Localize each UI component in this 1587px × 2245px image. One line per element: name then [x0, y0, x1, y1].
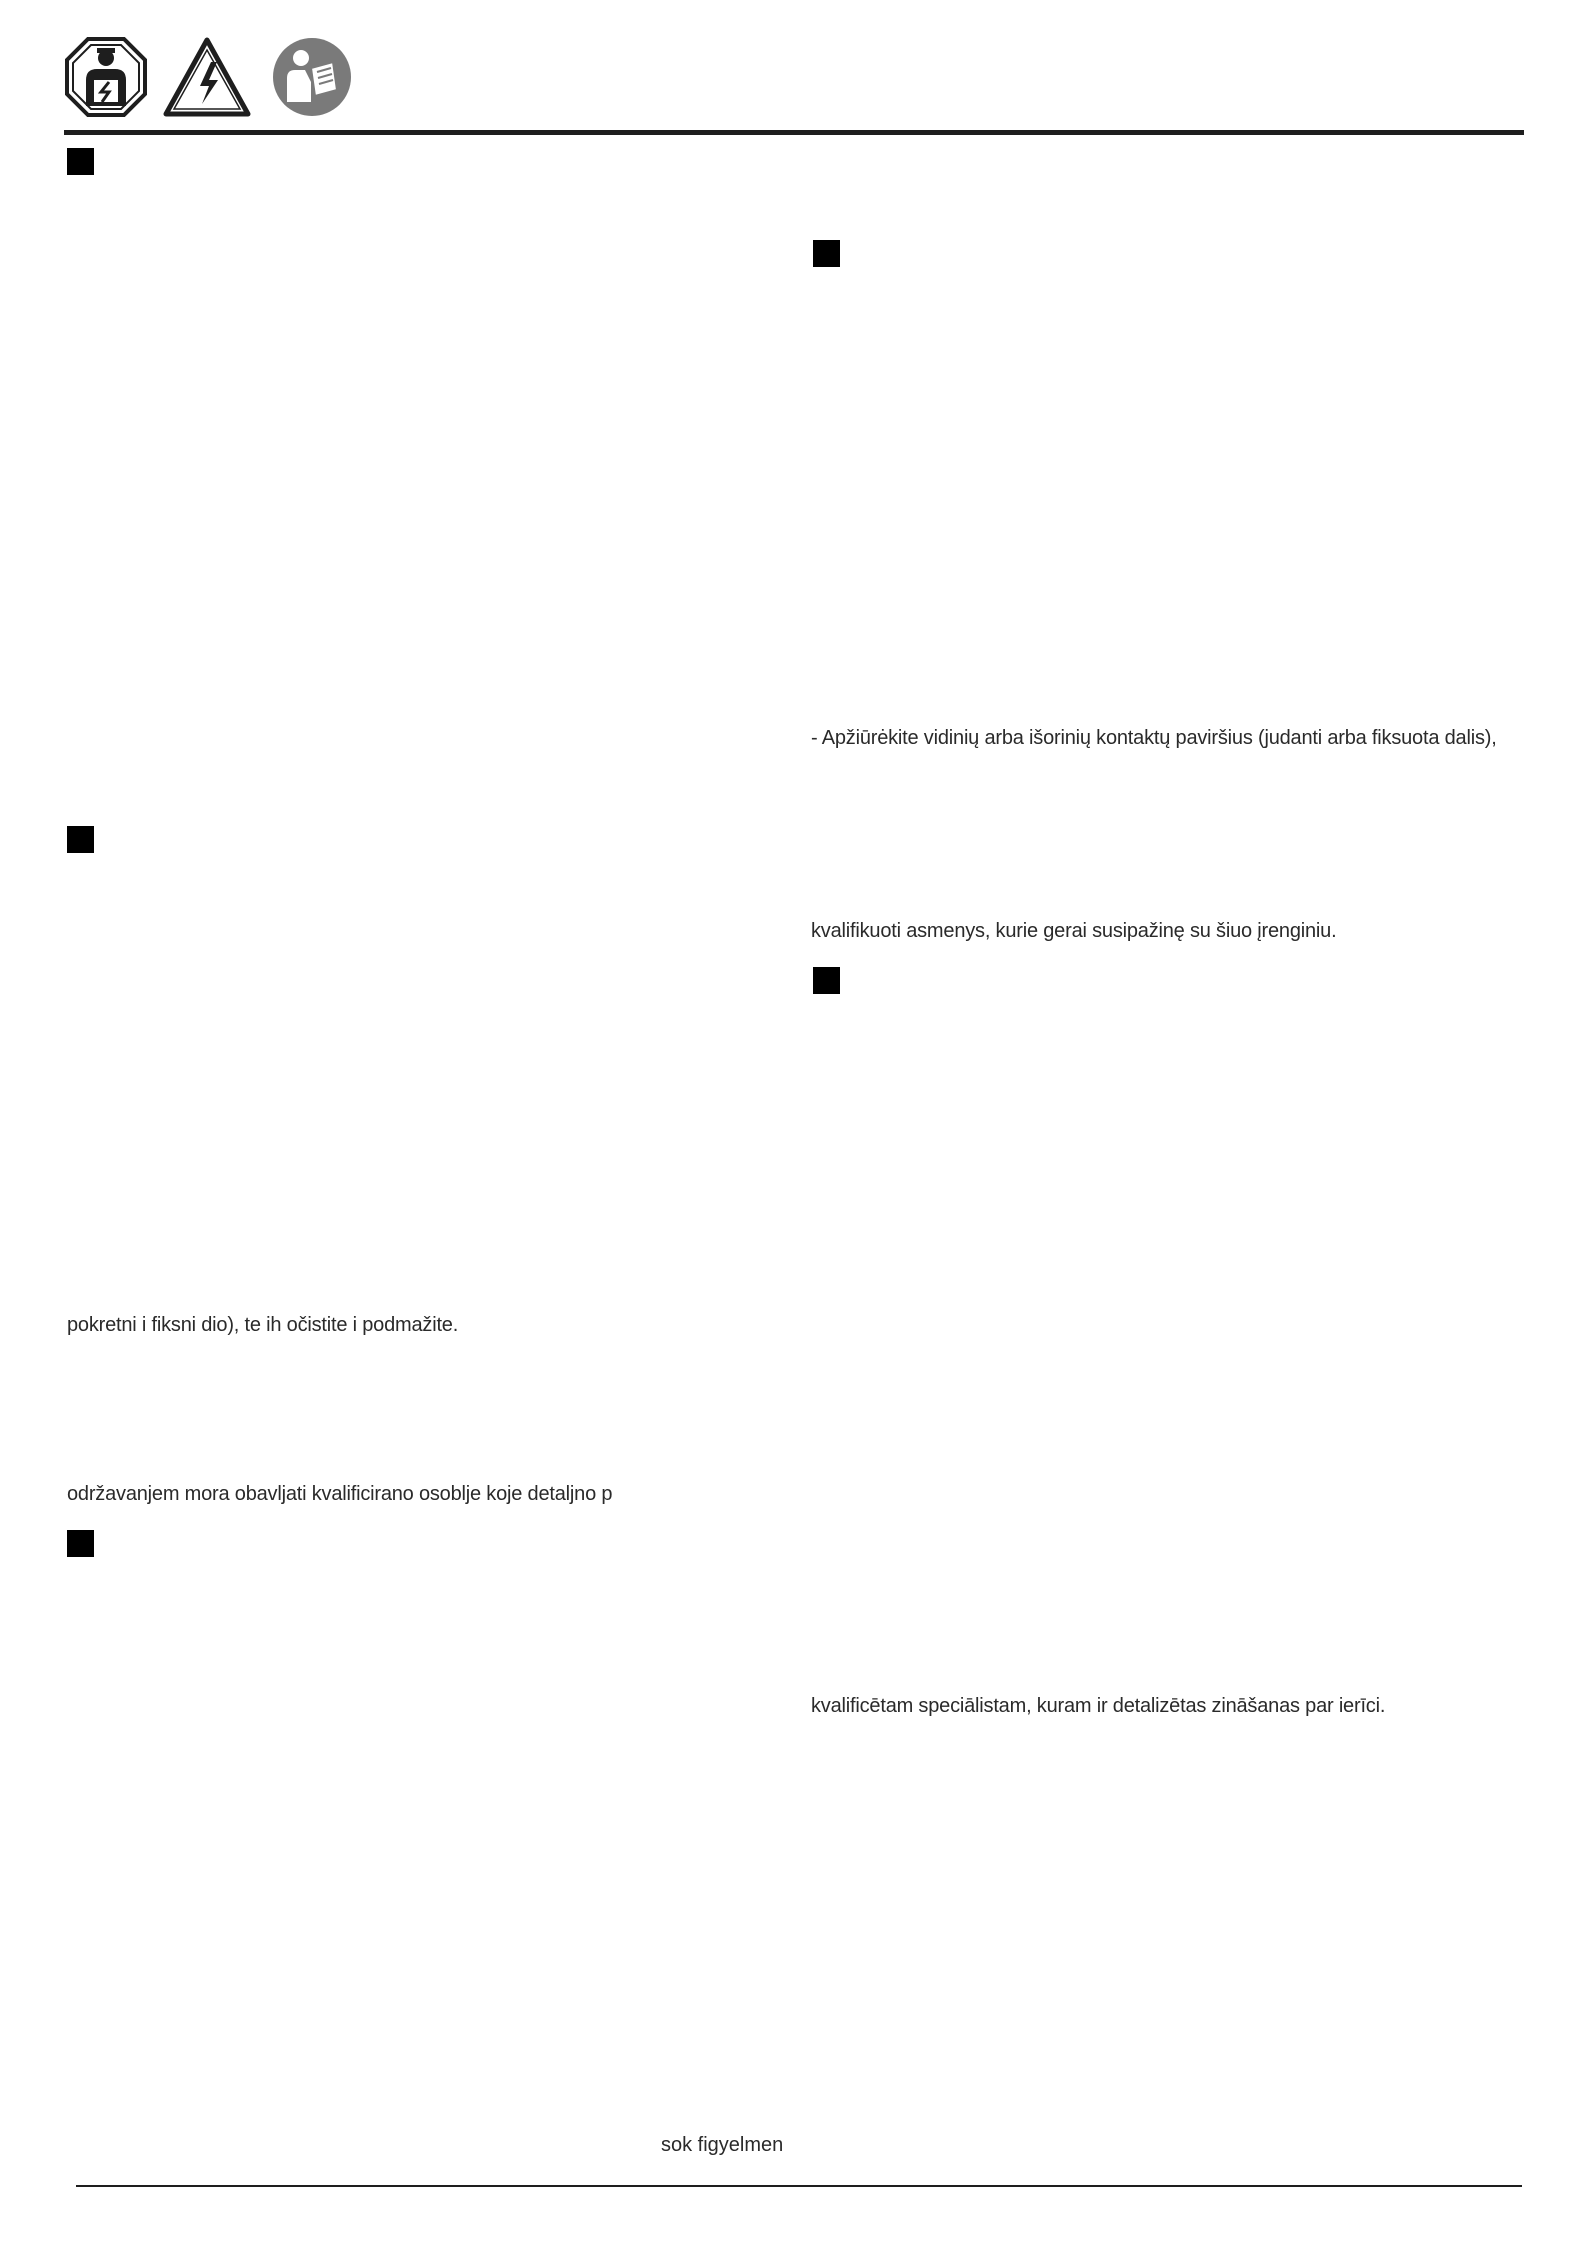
right-text-line: kvalificētam speciālistam, kuram ir detalizētas zināšanas par ierīci.	[811, 1695, 1386, 1717]
footer-text: sok figyelmen	[661, 2134, 784, 2156]
footer-rule	[76, 2185, 1522, 2187]
header-icons	[64, 36, 364, 118]
right-text-line: - Apžiūrėkite vidinių arba išorinių kontaktų paviršius (judanti arba fiksuota dalis),	[811, 727, 1497, 749]
right-text-line: kvalifikuoti asmenys, kurie gerai susipažinę su šiuo įrenginiu.	[811, 920, 1337, 942]
section-marker-left-2	[67, 826, 94, 853]
section-marker-right-1	[813, 240, 840, 267]
section-marker-left-3	[67, 1530, 94, 1557]
header-rule	[64, 130, 1524, 135]
section-marker-left-1	[67, 148, 94, 175]
left-text-line: održavanjem mora obavljati kvalificirano osoblje koje detaljno p	[67, 1483, 613, 1505]
qualified-electrician-icon	[64, 36, 148, 118]
section-marker-right-2	[813, 967, 840, 994]
high-voltage-warning-icon	[162, 36, 252, 118]
read-manual-icon	[271, 36, 353, 118]
left-text-line: pokretni i fiksni dio), te ih očistite i podmažite.	[67, 1314, 459, 1336]
